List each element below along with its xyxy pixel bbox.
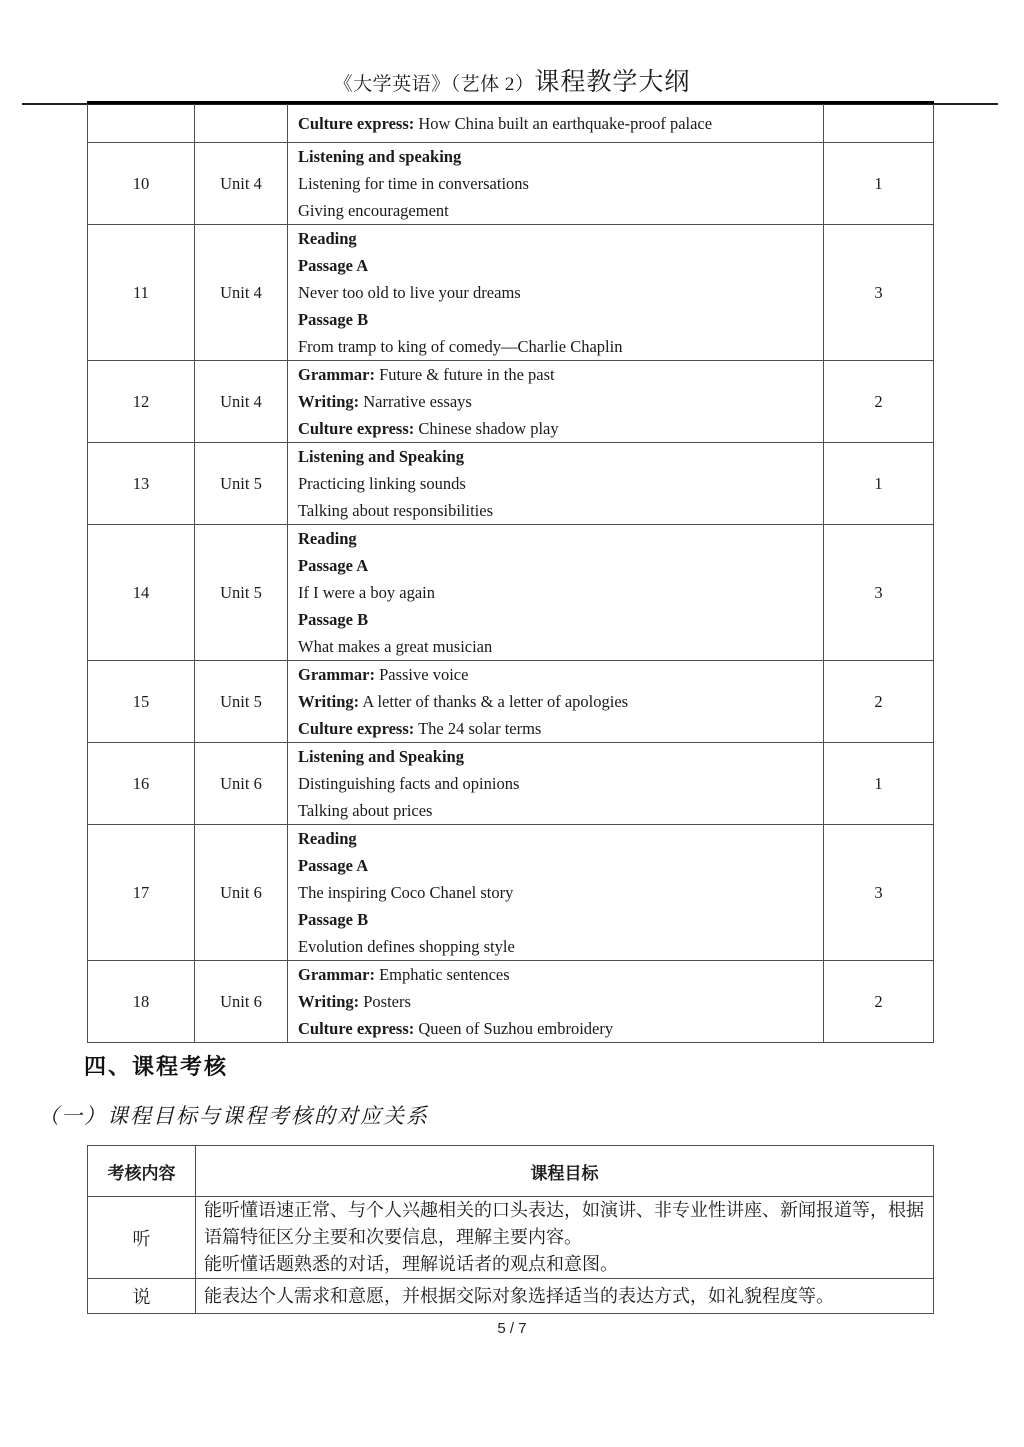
unit-cell: Unit 6 xyxy=(195,825,288,961)
content-line xyxy=(298,306,815,333)
content-line-text: Queen of Suzhou embroidery xyxy=(414,1019,614,1038)
content-line-bold: Passage A xyxy=(298,256,369,275)
table-row xyxy=(88,103,934,143)
hours-cell xyxy=(824,103,934,143)
schedule-table-body xyxy=(88,103,934,1043)
table-row xyxy=(88,225,934,361)
content-line-text: Emphatic sentences xyxy=(374,965,510,984)
section-heading: 四、课程考核 xyxy=(84,1054,229,1079)
content-line xyxy=(298,110,815,137)
content-line xyxy=(298,143,815,170)
page-number: 5 / 7 xyxy=(497,1320,527,1337)
content-line-text: Passive voice xyxy=(374,665,469,684)
assessment-table-body xyxy=(88,1197,934,1314)
content-line xyxy=(298,743,815,770)
content-line-bold: Writing: xyxy=(298,992,360,1011)
content-line-text: If I were a boy again xyxy=(298,583,435,602)
content-line xyxy=(298,279,815,306)
content-cell xyxy=(288,143,824,225)
content-line-text: How China built an earthquake-proof palace xyxy=(414,113,713,133)
page-title-course: 《大学英语》（艺体 2） xyxy=(333,74,535,95)
content-line-text: What makes a great musician xyxy=(298,637,493,656)
assessment-header-objective: 课程目标 xyxy=(196,1146,934,1197)
week-cell: 10 xyxy=(88,143,195,225)
content-line xyxy=(298,361,815,388)
subsection-heading: （一）课程目标与课程考核的对应关系 xyxy=(38,1104,429,1128)
week-cell: 17 xyxy=(88,825,195,961)
content-line xyxy=(298,525,815,552)
table-row xyxy=(88,961,934,1043)
assessment-header-content: 考核内容 xyxy=(88,1146,196,1197)
content-line-bold: Reading xyxy=(298,529,357,548)
hours-cell: 1 xyxy=(824,443,934,525)
content-line-text: Giving encouragement xyxy=(298,201,449,220)
content-cell xyxy=(288,361,824,443)
content-line xyxy=(298,879,815,906)
content-cell xyxy=(288,743,824,825)
content-line xyxy=(298,988,815,1015)
content-line xyxy=(298,388,815,415)
unit-cell: Unit 5 xyxy=(195,443,288,525)
content-line-bold: Writing: xyxy=(298,392,360,411)
content-line xyxy=(298,961,815,988)
unit-cell: Unit 6 xyxy=(195,961,288,1043)
content-line-bold: Passage A xyxy=(298,856,369,875)
content-line xyxy=(298,715,815,742)
content-line xyxy=(298,933,815,960)
table-row xyxy=(88,825,934,961)
week-cell: 16 xyxy=(88,743,195,825)
content-line-text: Posters xyxy=(359,992,411,1011)
unit-cell: Unit 6 xyxy=(195,743,288,825)
content-line xyxy=(298,606,815,633)
week-cell: 18 xyxy=(88,961,195,1043)
week-cell: 14 xyxy=(88,525,195,661)
content-line-text: Talking about prices xyxy=(298,801,433,820)
content-line xyxy=(298,497,815,524)
content-line-text: Talking about responsibilities xyxy=(298,501,493,520)
content-line xyxy=(298,825,815,852)
objective-line: 能听懂话题熟悉的对话，理解说话者的观点和意图。 xyxy=(204,1254,618,1274)
objective-line: 能表达个人需求和意愿，并根据交际对象选择适当的表达方式，如礼貌程度等。 xyxy=(204,1285,834,1306)
content-line-bold: Listening and speaking xyxy=(298,147,462,166)
content-line-bold: Passage A xyxy=(298,556,369,575)
content-line xyxy=(298,470,815,497)
assessment-objective-cell xyxy=(196,1197,934,1279)
content-line xyxy=(298,688,815,715)
content-line-bold: Passage B xyxy=(298,310,369,329)
hours-cell: 3 xyxy=(824,225,934,361)
content-line-text: Chinese shadow play xyxy=(414,419,559,438)
content-line-bold: Listening and Speaking xyxy=(298,747,464,766)
content-line xyxy=(298,1015,815,1042)
content-line xyxy=(298,770,815,797)
content-cell xyxy=(288,825,824,961)
hours-cell: 3 xyxy=(824,525,934,661)
table-row xyxy=(88,361,934,443)
content-line-bold: Listening and Speaking xyxy=(298,447,464,466)
content-line xyxy=(298,661,815,688)
assessment-label-cell: 听 xyxy=(88,1197,196,1279)
content-line xyxy=(298,252,815,279)
table-row xyxy=(88,743,934,825)
content-cell xyxy=(288,225,824,361)
hours-cell: 2 xyxy=(824,361,934,443)
week-cell: 13 xyxy=(88,443,195,525)
content-line-text: Evolution defines shopping style xyxy=(298,937,515,956)
content-line xyxy=(298,852,815,879)
content-line xyxy=(298,225,815,252)
hours-cell: 2 xyxy=(824,961,934,1043)
assessment-header-row xyxy=(88,1146,934,1197)
content-line-bold: Grammar: xyxy=(298,665,375,684)
content-line xyxy=(298,443,815,470)
table-row xyxy=(88,661,934,743)
table-row xyxy=(88,443,934,525)
assessment-table xyxy=(87,1145,934,1314)
content-line-text: The 24 solar terms xyxy=(414,719,542,738)
objective-line: 能听懂语速正常、与个人兴趣相关的口头表达，如演讲、非专业性讲座、新闻报道等，根据语篇特征区分主要和次要信息，理解主要内容。 xyxy=(204,1200,924,1247)
content-line-bold: Writing: xyxy=(298,692,360,711)
content-cell xyxy=(288,525,824,661)
content-cell xyxy=(288,961,824,1043)
content-line-text: From tramp to king of comedy—Charlie Chaplin xyxy=(298,337,623,356)
content-line-bold: Passage B xyxy=(298,610,369,629)
page-title-suffix: 课程教学大纲 xyxy=(534,69,691,96)
unit-cell: Unit 5 xyxy=(195,661,288,743)
schedule-table xyxy=(87,101,934,1043)
content-line-text: A letter of thanks & a letter of apologies xyxy=(359,692,629,711)
content-line xyxy=(298,197,815,224)
content-line xyxy=(298,552,815,579)
content-cell xyxy=(288,103,824,143)
table-row xyxy=(88,1279,934,1314)
content-line-bold: Culture express: xyxy=(298,419,415,438)
content-line xyxy=(298,170,815,197)
content-line-bold: Grammar: xyxy=(298,965,375,984)
week-cell: 12 xyxy=(88,361,195,443)
content-line xyxy=(298,333,815,360)
content-line-bold: Culture express: xyxy=(298,719,415,738)
content-line-bold: Culture express: xyxy=(298,113,415,133)
week-cell: 15 xyxy=(88,661,195,743)
content-cell xyxy=(288,443,824,525)
content-line-bold: Grammar: xyxy=(298,365,375,384)
content-line-text: Listening for time in conversations xyxy=(298,174,529,193)
page-title xyxy=(0,62,1024,98)
unit-cell: Unit 4 xyxy=(195,225,288,361)
hours-cell: 1 xyxy=(824,143,934,225)
content-line xyxy=(298,633,815,660)
content-line xyxy=(298,906,815,933)
hours-cell: 1 xyxy=(824,743,934,825)
unit-cell: Unit 5 xyxy=(195,525,288,661)
hours-cell: 2 xyxy=(824,661,934,743)
content-line-text: Narrative essays xyxy=(359,392,472,411)
unit-cell xyxy=(195,103,288,143)
content-line xyxy=(298,797,815,824)
content-line-text: Practicing linking sounds xyxy=(298,474,466,493)
content-line xyxy=(298,415,815,442)
unit-cell: Unit 4 xyxy=(195,143,288,225)
content-line-bold: Passage B xyxy=(298,910,369,929)
content-line-bold: Reading xyxy=(298,229,357,248)
content-line-text: Never too old to live your dreams xyxy=(298,283,521,302)
content-line-bold: Culture express: xyxy=(298,1019,415,1038)
content-cell xyxy=(288,661,824,743)
table-row xyxy=(88,1197,934,1279)
hours-cell: 3 xyxy=(824,825,934,961)
week-cell xyxy=(88,103,195,143)
assessment-objective-cell xyxy=(196,1279,934,1314)
week-cell: 11 xyxy=(88,225,195,361)
content-line-bold: Reading xyxy=(298,829,357,848)
table-row xyxy=(88,143,934,225)
table-row xyxy=(88,525,934,661)
content-line-text: The inspiring Coco Chanel story xyxy=(298,883,514,902)
content-line-text: Future & future in the past xyxy=(374,365,555,384)
content-line-text: Distinguishing facts and opinions xyxy=(298,774,520,793)
assessment-label-cell: 说 xyxy=(88,1279,196,1314)
content-line xyxy=(298,579,815,606)
unit-cell: Unit 4 xyxy=(195,361,288,443)
